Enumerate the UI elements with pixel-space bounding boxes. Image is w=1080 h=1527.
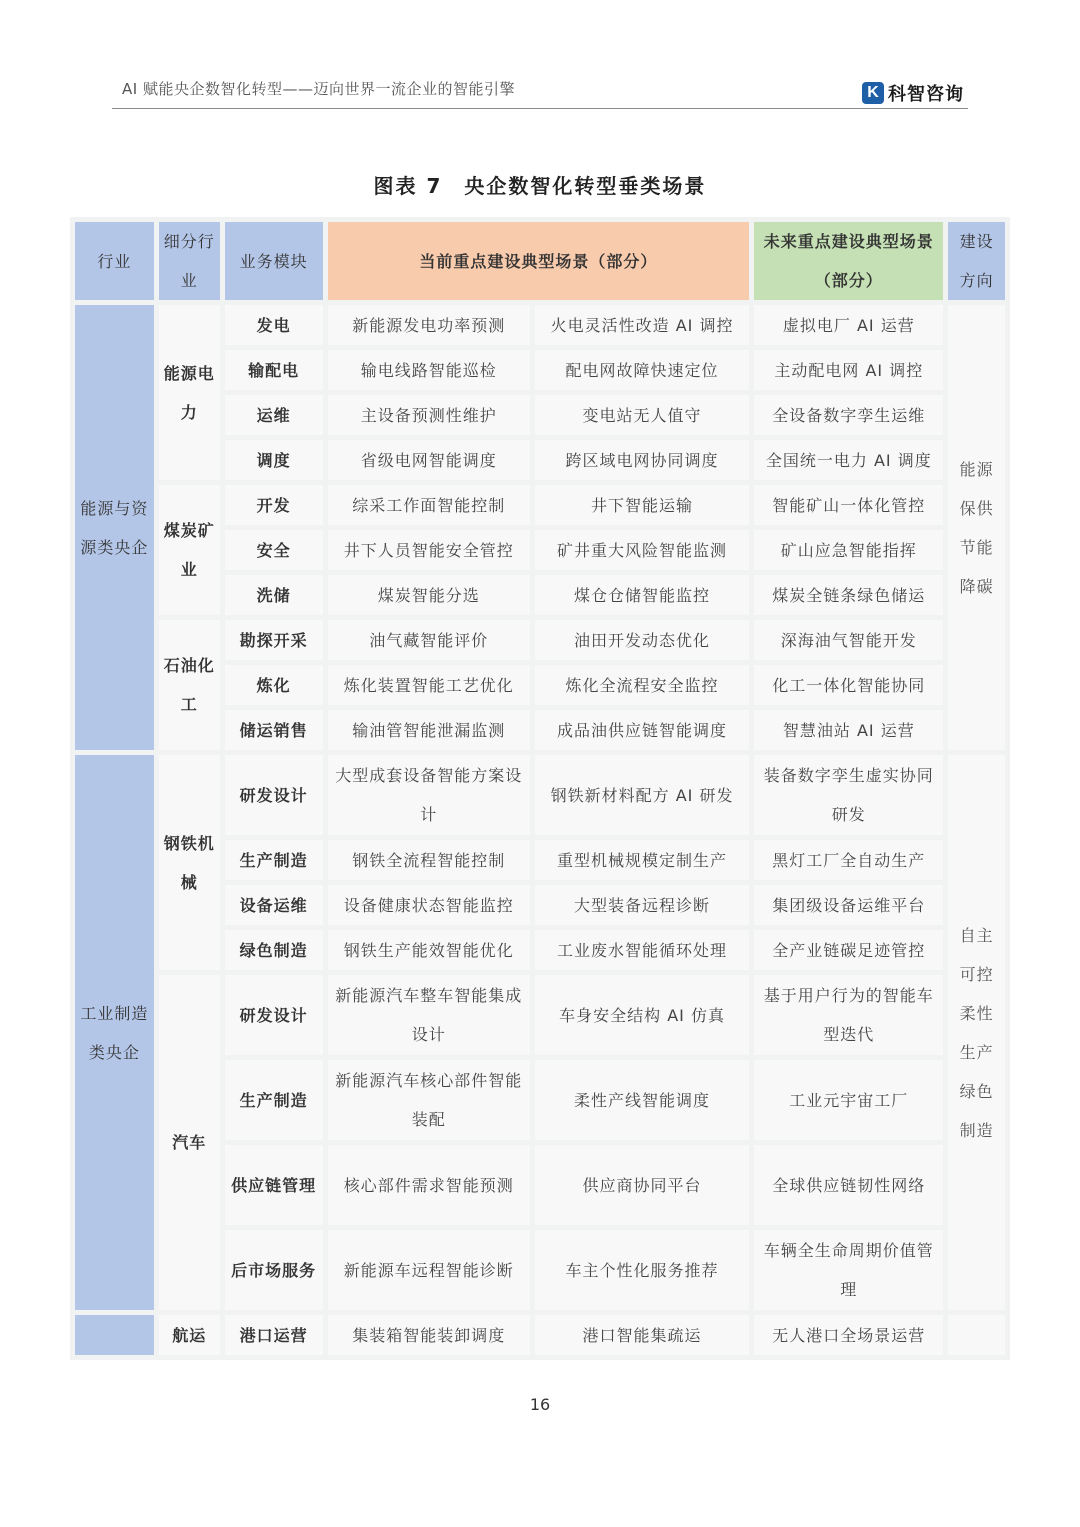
future-scenario: 虚拟电厂 AI 运营 — [754, 305, 943, 345]
business-module: 设备运维 — [225, 885, 323, 925]
business-module: 后市场服务 — [225, 1230, 323, 1310]
future-scenario: 全国统一电力 AI 调度 — [754, 440, 943, 480]
future-scenario: 集团级设备运维平台 — [754, 885, 943, 925]
current-scenario-1: 煤炭智能分选 — [328, 575, 530, 615]
business-module: 研发设计 — [225, 975, 323, 1055]
current-scenario-2: 跨区域电网协同调度 — [535, 440, 749, 480]
current-scenario-2: 工业废水智能循环处理 — [535, 930, 749, 970]
current-scenario-1: 输油管智能泄漏监测 — [328, 710, 530, 750]
header-current-scenarios: 当前重点建设典型场景（部分） — [328, 222, 750, 300]
future-scenario: 全设备数字孪生运维 — [754, 395, 943, 435]
current-scenario-1: 新能源汽车核心部件智能装配 — [328, 1060, 530, 1140]
current-scenario-1: 核心部件需求智能预测 — [328, 1145, 530, 1225]
sub-industry: 石油化工 — [159, 620, 220, 750]
scenario-table — [70, 217, 1010, 1360]
header-industry: 行业 — [75, 222, 154, 300]
current-scenario-2: 煤仓仓储智能监控 — [535, 575, 749, 615]
business-module: 输配电 — [225, 350, 323, 390]
business-module: 研发设计 — [225, 755, 323, 835]
table-row — [75, 1315, 1005, 1355]
future-scenario: 全产业链碳足迹管控 — [754, 930, 943, 970]
page-header — [112, 72, 968, 109]
current-scenario-1: 钢铁全流程智能控制 — [328, 840, 530, 880]
current-scenario-2: 火电灵活性改造 AI 调控 — [535, 305, 749, 345]
future-scenario: 工业元宇宙工厂 — [754, 1060, 943, 1140]
current-scenario-2: 油田开发动态优化 — [535, 620, 749, 660]
header-module: 业务模块 — [225, 222, 323, 300]
construction-direction-empty — [948, 1315, 1005, 1355]
current-scenario-1: 输电线路智能巡检 — [328, 350, 530, 390]
business-module: 储运销售 — [225, 710, 323, 750]
sub-industry: 汽车 — [159, 975, 220, 1310]
current-scenario-2: 大型装备远程诊断 — [535, 885, 749, 925]
future-scenario: 化工一体化智能协同 — [754, 665, 943, 705]
current-scenario-1: 大型成套设备智能方案设计 — [328, 755, 530, 835]
business-module: 生产制造 — [225, 840, 323, 880]
construction-direction: 自主可控柔性生产绿色制造 — [948, 755, 1005, 1310]
company-logo — [862, 80, 964, 106]
industry-category: 能源与资源类央企 — [75, 305, 154, 750]
business-module: 运维 — [225, 395, 323, 435]
future-scenario: 智能矿山一体化管控 — [754, 485, 943, 525]
future-scenario: 深海油气智能开发 — [754, 620, 943, 660]
business-module: 港口运营 — [225, 1315, 323, 1355]
business-module: 调度 — [225, 440, 323, 480]
current-scenario-2: 成品油供应链智能调度 — [535, 710, 749, 750]
current-scenario-1: 新能源汽车整车智能集成设计 — [328, 975, 530, 1055]
current-scenario-2: 港口智能集疏运 — [535, 1315, 749, 1355]
current-scenario-1: 钢铁生产能效智能优化 — [328, 930, 530, 970]
sub-industry: 煤炭矿业 — [159, 485, 220, 615]
industry-category: 工业制造类央企 — [75, 755, 154, 1310]
logo-icon: K — [862, 82, 884, 104]
current-scenario-1: 集装箱智能装卸调度 — [328, 1315, 530, 1355]
industry-category-empty — [75, 1315, 154, 1355]
current-scenario-1: 主设备预测性维护 — [328, 395, 530, 435]
page-number: 16 — [529, 1395, 551, 1414]
table-row — [75, 755, 1005, 835]
logo-text: 科智咨询 — [888, 84, 964, 105]
current-scenario-2: 车主个性化服务推荐 — [535, 1230, 749, 1310]
current-scenario-1: 综采工作面智能控制 — [328, 485, 530, 525]
sub-industry: 能源电力 — [159, 305, 220, 480]
current-scenario-2: 供应商协同平台 — [535, 1145, 749, 1225]
future-scenario: 车辆全生命周期价值管理 — [754, 1230, 943, 1310]
current-scenario-2: 钢铁新材料配方 AI 研发 — [535, 755, 749, 835]
business-module: 生产制造 — [225, 1060, 323, 1140]
future-scenario: 基于用户行为的智能车型迭代 — [754, 975, 943, 1055]
business-module: 开发 — [225, 485, 323, 525]
sub-industry: 钢铁机械 — [159, 755, 220, 970]
header-sub-industry: 细分行业 — [159, 222, 220, 300]
future-scenario: 煤炭全链条绿色储运 — [754, 575, 943, 615]
current-scenario-1: 设备健康状态智能监控 — [328, 885, 530, 925]
future-scenario: 无人港口全场景运营 — [754, 1315, 943, 1355]
business-module: 供应链管理 — [225, 1145, 323, 1225]
future-scenario: 装备数字孪生虚实协同研发 — [754, 755, 943, 835]
business-module: 勘探开采 — [225, 620, 323, 660]
business-module: 洗储 — [225, 575, 323, 615]
current-scenario-2: 车身安全结构 AI 仿真 — [535, 975, 749, 1055]
figure-title: 图表 7 央企数智化转型垂类场景 — [373, 174, 707, 198]
table-row — [75, 620, 1005, 660]
current-scenario-2: 配电网故障快速定位 — [535, 350, 749, 390]
future-scenario: 黑灯工厂全自动生产 — [754, 840, 943, 880]
future-scenario: 主动配电网 AI 调控 — [754, 350, 943, 390]
table-row — [75, 485, 1005, 525]
future-scenario: 矿山应急智能指挥 — [754, 530, 943, 570]
current-scenario-1: 油气藏智能评价 — [328, 620, 530, 660]
current-scenario-1: 新能源车远程智能诊断 — [328, 1230, 530, 1310]
current-scenario-1: 新能源发电功率预测 — [328, 305, 530, 345]
current-scenario-2: 柔性产线智能调度 — [535, 1060, 749, 1140]
business-module: 发电 — [225, 305, 323, 345]
current-scenario-1: 井下人员智能安全管控 — [328, 530, 530, 570]
header-row — [75, 222, 1005, 300]
header-future-scenarios: 未来重点建设典型场景（部分） — [754, 222, 943, 300]
current-scenario-1: 省级电网智能调度 — [328, 440, 530, 480]
construction-direction: 能源保供节能降碳 — [948, 305, 1005, 750]
future-scenario: 智慧油站 AI 运营 — [754, 710, 943, 750]
header-direction: 建设方向 — [948, 222, 1005, 300]
current-scenario-2: 炼化全流程安全监控 — [535, 665, 749, 705]
current-scenario-2: 重型机械规模定制生产 — [535, 840, 749, 880]
business-module: 安全 — [225, 530, 323, 570]
future-scenario: 全球供应链韧性网络 — [754, 1145, 943, 1225]
current-scenario-2: 变电站无人值守 — [535, 395, 749, 435]
header-title: AI 赋能央企数智化转型——迈向世界一流企业的智能引擎 — [122, 80, 515, 98]
current-scenario-2: 矿井重大风险智能监测 — [535, 530, 749, 570]
table-row — [75, 305, 1005, 345]
business-module: 炼化 — [225, 665, 323, 705]
business-module: 绿色制造 — [225, 930, 323, 970]
sub-industry: 航运 — [159, 1315, 220, 1355]
current-scenario-2: 井下智能运输 — [535, 485, 749, 525]
table-row — [75, 975, 1005, 1055]
current-scenario-1: 炼化装置智能工艺优化 — [328, 665, 530, 705]
